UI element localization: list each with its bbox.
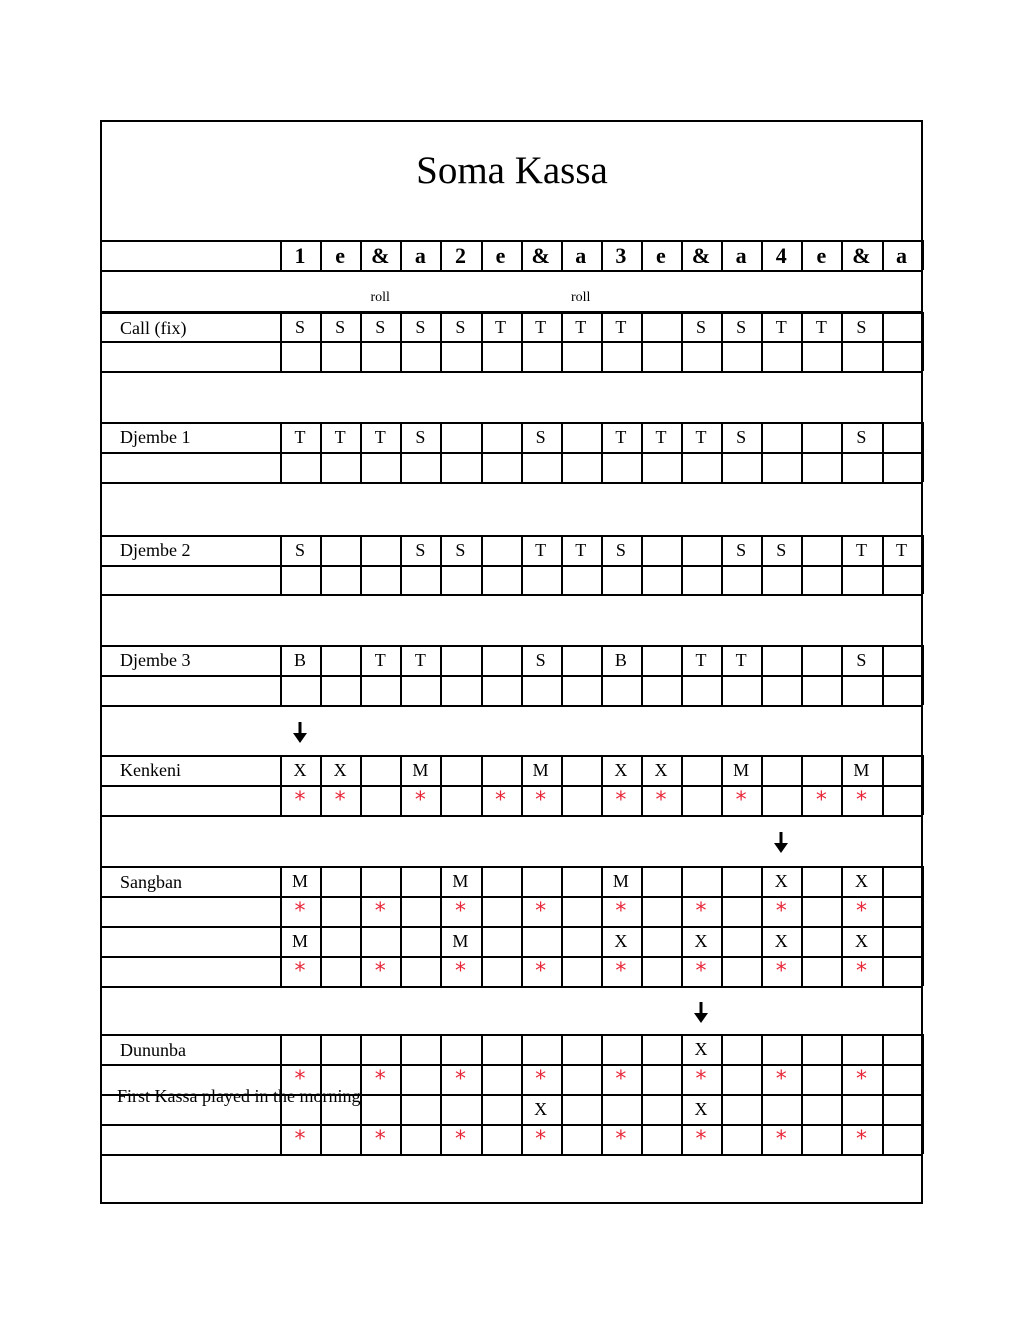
pulse-star: * <box>775 1127 787 1152</box>
stroke-cell: T <box>695 427 707 447</box>
grid-line <box>761 755 763 815</box>
grid-line <box>922 312 924 371</box>
pulse-star: * <box>615 788 627 813</box>
beat-count: a <box>735 243 747 268</box>
grid-line <box>641 312 643 371</box>
beat-count: & <box>371 243 390 268</box>
stroke-cell: B <box>294 650 307 670</box>
stroke-cell: X <box>293 760 307 780</box>
stroke-cell: X <box>614 931 628 951</box>
beat-count: 4 <box>775 243 787 268</box>
pulse-star: * <box>615 1067 627 1092</box>
down-arrow-icon <box>694 1002 708 1024</box>
down-arrow-icon <box>293 722 307 744</box>
beat-count: & <box>691 243 711 268</box>
stroke-cell: M <box>412 760 429 780</box>
grid-line <box>561 645 563 705</box>
grid-line <box>320 645 322 705</box>
grid-line <box>922 755 924 815</box>
stroke-cell: M <box>292 931 309 951</box>
stroke-cell: T <box>775 317 787 337</box>
stroke-cell: X <box>333 760 347 780</box>
stroke-cell: T <box>575 317 587 337</box>
pulse-star: * <box>535 1067 547 1092</box>
grid-line <box>721 866 723 986</box>
stroke-cell: X <box>654 760 668 780</box>
grid-line <box>481 645 483 705</box>
stroke-cell: X <box>694 1039 708 1059</box>
grid-line <box>100 1124 923 1126</box>
pulse-star: * <box>294 899 306 924</box>
stroke-cell: T <box>495 317 507 337</box>
grid-line <box>641 1034 643 1154</box>
stroke-cell: T <box>575 540 587 560</box>
grid-line <box>882 645 884 705</box>
stroke-cell: T <box>615 427 627 447</box>
stroke-cell: T <box>414 650 426 670</box>
pulse-star: * <box>374 1067 386 1092</box>
grid-line <box>882 312 884 371</box>
grid-line <box>360 755 362 815</box>
stroke-cell: S <box>415 317 426 337</box>
grid-line <box>100 896 923 898</box>
instrument-label: Djembe 3 <box>120 650 191 670</box>
stroke-cell: S <box>696 317 707 337</box>
pulse-star: * <box>615 899 627 924</box>
grid-line <box>400 866 402 986</box>
stroke-cell: T <box>735 650 747 670</box>
pulse-star: * <box>535 899 547 924</box>
pulse-star: * <box>855 1127 867 1152</box>
grid-line <box>641 535 643 594</box>
grid-line <box>922 645 924 705</box>
pulse-star: * <box>535 788 547 813</box>
stroke-cell: S <box>535 650 546 670</box>
footnote: First Kassa played in the morning <box>117 1086 361 1106</box>
grid-line <box>801 1034 803 1154</box>
stroke-cell: M <box>452 931 469 951</box>
grid-line <box>100 452 923 454</box>
grid-line <box>100 422 923 424</box>
roll-annotation: roll <box>571 290 591 305</box>
pulse-star: * <box>775 959 787 984</box>
grid-line <box>641 645 643 705</box>
stroke-cell: X <box>774 871 788 891</box>
instrument-label: Djembe 1 <box>120 427 191 447</box>
grid-line <box>100 675 923 677</box>
stroke-cell: M <box>532 760 549 780</box>
stroke-cell: S <box>535 427 546 447</box>
stroke-cell: T <box>294 427 306 447</box>
grid-line <box>100 270 923 272</box>
pulse-star: * <box>495 788 507 813</box>
pulse-star: * <box>695 959 707 984</box>
beat-count: 1 <box>294 243 306 268</box>
grid-line <box>100 565 923 567</box>
stroke-cell: S <box>856 650 867 670</box>
grid-line <box>320 866 322 986</box>
grid-line <box>100 645 923 647</box>
pulse-star: * <box>735 788 747 813</box>
pulse-star: * <box>695 1067 707 1092</box>
stroke-cell: T <box>374 650 386 670</box>
stroke-cell: T <box>334 427 346 447</box>
stroke-cell: T <box>535 540 547 560</box>
grid-line <box>100 755 923 757</box>
pulse-star: * <box>334 788 346 813</box>
stroke-cell: S <box>856 427 867 447</box>
pulse-star: * <box>294 959 306 984</box>
stroke-cell: T <box>896 540 908 560</box>
grid-line <box>100 482 923 484</box>
grid-line <box>922 1034 924 1154</box>
stroke-cell: T <box>855 540 867 560</box>
pulse-star: * <box>294 1067 306 1092</box>
pulse-star: * <box>855 959 867 984</box>
instrument-label: Kenkeni <box>120 760 181 780</box>
beat-count: e <box>495 243 506 268</box>
stroke-cell: T <box>695 650 707 670</box>
stroke-cell: M <box>853 760 870 780</box>
grid-line <box>100 956 923 958</box>
instrument-label: Djembe 2 <box>120 540 191 560</box>
stroke-cell: S <box>455 317 466 337</box>
beat-count: & <box>852 243 871 268</box>
pulse-star: * <box>655 788 667 813</box>
grid-line <box>801 422 803 482</box>
grid-line <box>400 1034 402 1154</box>
stroke-cell: T <box>655 427 667 447</box>
stroke-cell: S <box>335 317 346 337</box>
grid-line <box>100 785 923 787</box>
rhythm-sheet <box>100 120 923 1204</box>
pulse-star: * <box>535 1127 547 1152</box>
grid-line <box>681 755 683 815</box>
grid-line <box>481 535 483 594</box>
pulse-star: * <box>815 788 827 813</box>
grid-line <box>922 866 924 986</box>
pulse-star: * <box>294 1127 306 1152</box>
beat-count: a <box>575 243 587 268</box>
stroke-cell: S <box>295 540 306 560</box>
pulse-star: * <box>695 899 707 924</box>
stroke-cell: T <box>374 427 386 447</box>
grid-line <box>561 755 563 815</box>
stroke-cell: X <box>854 931 868 951</box>
page-title: Soma Kassa <box>416 149 608 192</box>
grid-line <box>100 815 923 817</box>
grid-line <box>801 645 803 705</box>
pulse-star: * <box>855 899 867 924</box>
grid-line <box>100 371 923 373</box>
stroke-cell: X <box>854 871 868 891</box>
stroke-cell: T <box>815 317 827 337</box>
stroke-cell: S <box>295 317 306 337</box>
stroke-cell: X <box>774 931 788 951</box>
grid-line <box>882 866 884 986</box>
grid-line <box>761 645 763 705</box>
pulse-star: * <box>454 959 466 984</box>
stroke-cell: B <box>614 650 627 670</box>
instrument-label: Dununba <box>120 1040 186 1060</box>
grid-line <box>922 422 924 482</box>
grid-line <box>440 755 442 815</box>
grid-line <box>561 422 563 482</box>
pulse-star: * <box>454 1127 466 1152</box>
stroke-cell: S <box>736 427 747 447</box>
stroke-cell: X <box>694 931 708 951</box>
pulse-star: * <box>454 1067 466 1092</box>
grid-line <box>100 312 923 314</box>
grid-line <box>922 240 924 270</box>
beat-count: 3 <box>615 243 627 268</box>
stroke-cell: M <box>452 871 469 891</box>
stroke-cell: S <box>415 540 426 560</box>
grid-line <box>922 535 924 594</box>
pulse-star: * <box>695 1127 707 1152</box>
stroke-cell: T <box>535 317 547 337</box>
pulse-star: * <box>414 788 426 813</box>
pulse-star: * <box>855 1067 867 1092</box>
stroke-cell: S <box>776 540 787 560</box>
beat-count: 2 <box>454 243 466 268</box>
stroke-cell: S <box>615 540 626 560</box>
stroke-cell: S <box>375 317 386 337</box>
stroke-cell: T <box>615 317 627 337</box>
stroke-cell: S <box>856 317 867 337</box>
grid-line <box>320 535 322 594</box>
grid-line <box>440 645 442 705</box>
grid-line <box>100 866 923 868</box>
instrument-label: Call (fix) <box>120 318 187 338</box>
grid-line <box>481 1034 483 1154</box>
grid-line <box>100 1034 923 1036</box>
grid-line <box>100 240 923 242</box>
stroke-cell: X <box>694 1099 708 1119</box>
pulse-star: * <box>294 788 306 813</box>
grid-line <box>100 1064 923 1066</box>
stroke-cell: S <box>736 540 747 560</box>
grid-line <box>761 422 763 482</box>
beat-count: & <box>531 243 550 268</box>
grid-line <box>100 535 923 537</box>
stroke-cell: X <box>534 1099 548 1119</box>
pulse-star: * <box>374 899 386 924</box>
stroke-cell: S <box>415 427 426 447</box>
grid-line <box>100 1154 923 1156</box>
grid-line <box>641 866 643 986</box>
roll-annotation: roll <box>370 290 390 305</box>
grid-line <box>801 535 803 594</box>
stroke-cell: X <box>614 760 628 780</box>
grid-line <box>481 866 483 986</box>
grid-line <box>360 535 362 594</box>
beat-count: e <box>816 243 827 268</box>
grid-line <box>561 1034 563 1154</box>
grid-line <box>100 705 923 707</box>
pulse-star: * <box>615 1127 627 1152</box>
grid-line <box>561 866 563 986</box>
pulse-star: * <box>855 788 867 813</box>
grid-line <box>481 422 483 482</box>
beat-count: e <box>335 243 346 268</box>
pulse-star: * <box>615 959 627 984</box>
stroke-cell: M <box>733 760 750 780</box>
grid-line <box>100 986 923 988</box>
stroke-cell: S <box>455 540 466 560</box>
beat-count: e <box>656 243 666 268</box>
grid-line <box>100 926 923 928</box>
stroke-cell: M <box>612 871 629 891</box>
beat-count: a <box>414 243 426 268</box>
grid-line <box>440 422 442 482</box>
down-arrow-icon <box>774 832 788 854</box>
grid-line <box>681 535 683 594</box>
grid-line <box>882 755 884 815</box>
pulse-star: * <box>374 959 386 984</box>
instrument-label: Sangban <box>120 872 182 892</box>
grid-line <box>882 1034 884 1154</box>
grid-line <box>100 594 923 596</box>
grid-line <box>100 341 923 343</box>
stroke-cell: S <box>736 317 747 337</box>
pulse-star: * <box>535 959 547 984</box>
grid-line <box>801 866 803 986</box>
pulse-star: * <box>454 899 466 924</box>
stroke-cell: M <box>292 871 309 891</box>
beat-count: a <box>896 243 908 268</box>
grid-line <box>721 1034 723 1154</box>
grid-line <box>882 422 884 482</box>
pulse-star: * <box>775 899 787 924</box>
pulse-star: * <box>775 1067 787 1092</box>
pulse-star: * <box>374 1127 386 1152</box>
